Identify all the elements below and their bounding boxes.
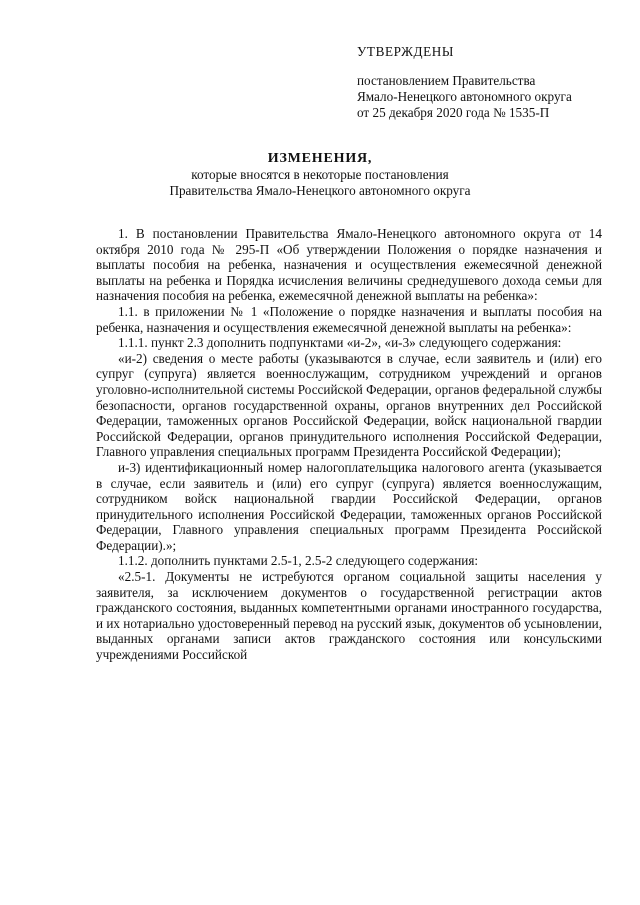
document-subtitle-line: Правительства Ямало-Ненецкого автономного округа	[169, 183, 471, 198]
paragraph-1-1-1: 1.1.1. пункт 2.3 дополнить подпунктами «и-2», «и-3» следующего содержания:	[118, 335, 562, 351]
approval-title: УТВЕРЖДЕНЫ	[357, 44, 455, 59]
paragraph-2-5-1: «2.5-1. Документы не истребуются органом социальной защиты населения у заявителя, за исключением документов о государственной регистрации актов гражданского состояния, выданных компетентными органами иностранного государства, и их нотариально удостоверенный перевод на русский язык, документов об усыновлении, выданных органами записи актов гражданского состояния или консульскими учреждениями Российской	[96, 569, 602, 663]
subparagraph-i-2: «и-2) сведения о месте работы (указываются в случае, если заявитель и (или) его супруг (супруга) является военнослужащим, сотрудником учреждений и органов уголовно-исполнительной системы Российской Федерации, органов федеральной службы безопасности, органов государственной охраны, органов внутренних дел Российской Федерации, таможенных органов Российской Федерации, войск национальной гвардии Российской Федерации, органов принудительного исполнения Российской Федерации, Главного управления специальных программ Президента Российской Федерации);	[96, 350, 602, 460]
subparagraph-i-3: и-3) идентификационный номер налогоплательщика налогового агента (указывается в случае, если заявитель и (или) его супруг (супруга) является военнослужащим, сотрудником войск национальной гвардии Российской Федерации, органов принудительного исполнения Российской Федерации, таможенных органов Российской Федерации, Главного управления специальных программ Президента Российской Федерации).»;	[96, 459, 602, 553]
paragraph-1-1-2: 1.1.2. дополнить пунктами 2.5-1, 2.5-2 следующего содержания:	[118, 553, 479, 569]
approval-line: от 25 декабря 2020 года № 1535-П	[357, 105, 550, 120]
approval-stamp	[357, 44, 627, 121]
approval-line: Ямало-Ненецкого автономного округа	[357, 89, 572, 104]
document-heading	[0, 150, 640, 199]
approval-line: постановлением Правительства	[357, 73, 536, 88]
document-title: ИЗМЕНЕНИЯ,	[267, 151, 373, 166]
document-subtitle-line: которые вносятся в некоторые постановления	[191, 167, 449, 182]
paragraph-1-1: 1.1. в приложении № 1 «Положение о порядке назначения и выплаты пособия на ребенка, назначения и осуществления ежемесячной денежной выплаты на ребенка»:	[96, 303, 602, 335]
document-body	[96, 226, 602, 663]
paragraph-1: 1. В постановлении Правительства Ямало-Ненецкого автономного округа от 14 октября 2010 года № 295-П «Об утверждении Положения о порядке назначения и выплаты пособия на ребенка, назначения и осуществления ежемесячной денежной выплаты на ребенка и Порядка исчисления величины среднедушевого дохода семьи для назначения пособия на ребенка, ежемесячной денежной выплаты на ребенка»:	[96, 226, 602, 304]
